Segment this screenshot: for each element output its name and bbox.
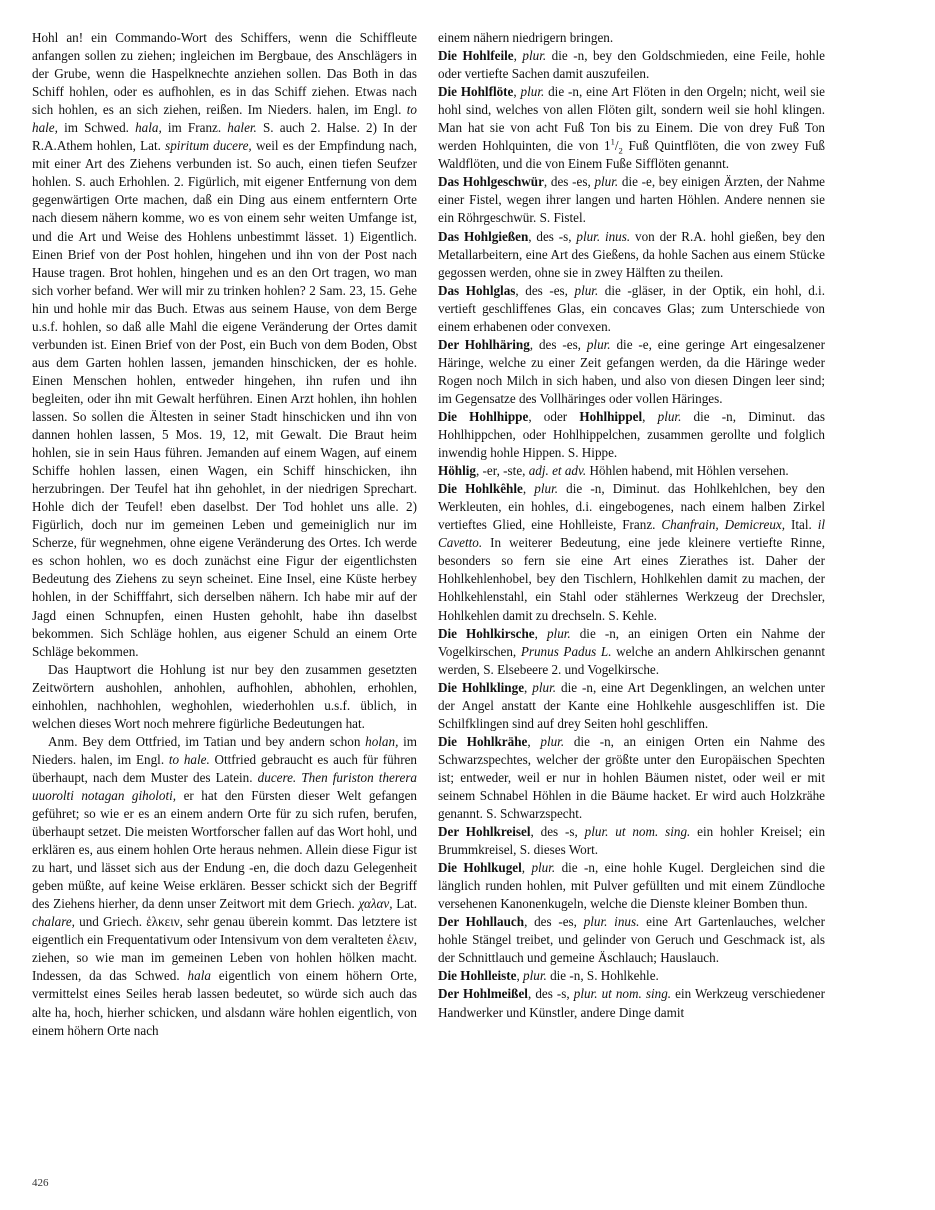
text-run: Anm. Bey dem Ottfried, im Tatian und bey andern schon bbox=[48, 733, 366, 749]
headword: Der Hohlhäring bbox=[438, 336, 530, 352]
text-run: , bbox=[527, 733, 541, 749]
headword: Der Hohlmeißel bbox=[438, 986, 528, 1002]
headword: Die Hohlhippe bbox=[438, 408, 529, 424]
text-run: , bbox=[521, 860, 532, 876]
text-run: welche an andern Ahlkirschen genannt werden, S. Elsebeere 2. und Vogelkirsche. bbox=[438, 643, 826, 677]
text-run: Ottfried gebraucht es auch für führen überhaupt, nach dem Muster des Latein. bbox=[32, 751, 418, 785]
paragraph bbox=[32, 733, 417, 1040]
italic-text: plur. bbox=[546, 625, 571, 641]
italic-text: plur. bbox=[520, 84, 545, 100]
headword: Das Hohlgeschwür bbox=[438, 174, 544, 190]
text-run: die -n, eine Art Degenklingen, an welchen unter der Angel anstatt der Kante eine Hohlkehle ausgeschliffen ist. Die Schilfklingen sind auf drey Seiten hohl geschliffen. bbox=[438, 679, 825, 731]
headword: Die Hohlflöte bbox=[438, 84, 514, 100]
right-column bbox=[438, 29, 825, 1022]
italic-text: plur. bbox=[586, 336, 611, 352]
superscript: 1 bbox=[610, 136, 615, 147]
dictionary-entry bbox=[438, 462, 825, 480]
italic-text: Chanfrain, Demicreux, bbox=[661, 517, 786, 533]
dictionary-entry bbox=[438, 985, 825, 1021]
text-run: die -e, bey einigen Ärzten, der Nahme einer Fistel, wegen ihrer langen und harten Höhlen. Andere nennen sie ein Röhrgeschwür. S. Fistel. bbox=[438, 174, 826, 226]
text-run: Hohl an! ein Commando-Wort des Schiffers, wenn die Schiffleute anfangen sollen zu ziehen; ingleichen im Bergbaue, des Anschlägers in der Grube, wenn die Haspelknechte anziehen sollen. Das Both in das Schiff hohlen, oder es aufhohlen, es in das Schiff ziehen. Etwas nach sich hohlen, es an sich ziehen, reißen. Im Nieders. halen, im Engl. bbox=[32, 30, 417, 118]
text-run: , -er, -ste, bbox=[475, 463, 529, 479]
headword: Die Hohlfeile bbox=[438, 48, 514, 64]
text-run: , bbox=[524, 679, 533, 695]
italic-text: plur. inus. bbox=[583, 914, 640, 930]
italic-text: ducere. Then furiston therera uuorolti notagan giholoti, bbox=[32, 769, 417, 803]
text-run: einem nähern niedrigern bringen. bbox=[438, 30, 614, 45]
italic-text: adj. et adv. bbox=[528, 463, 587, 479]
italic-text: plur. bbox=[532, 679, 557, 695]
dictionary-entry bbox=[438, 480, 825, 624]
italic-text: Prunus Padus L. bbox=[520, 643, 612, 659]
italic-text: plur. bbox=[531, 860, 556, 876]
italic-text: hala, bbox=[135, 120, 162, 136]
headword: Die Hohlkugel bbox=[438, 860, 522, 876]
text-run: die -gläser, in der Optik, ein hohl, d.i. vertieft geschliffenes Glas, ein concaves Glas; zum Unterschiede von einem erhabenen oder convexen. bbox=[438, 282, 825, 334]
text-run: weil es der Empfindung nach, mit einer Art des Ziehens verbunden ist. So auch, einen tiefen Seufzer hohlen. S. auch Erhohlen. 2. Figürlich, mit eigener Entfernung von dem gegenwärtigen Orte machen, daß ein Ding aus einem entferntern Orte nach diesem nähern komme, wo es von einem sehr weiten Umfange ist, und die Art und Weise des Hohlens unbestimmt lässet. 1) Eigentlich. Einen Brief von der Post hohlen, hingehen und ihn von der Post nach Hause tragen. Brot hohlen, hingehen und es an den Ort tragen, wo man sich vorher befand. Wer will mir zu trinken hohlen? 2 Sam. 23, 15. Gehe hin und hohle mir das Buch. Etwas aus seinem Hause, von dem Berge u.s.f. hohlen, so daß alle Mahl die eigene Veränderung der Ortes damit verbunden ist. Einen Brief von der Post, ein Buch von dem Boden, Obst aus dem Garten hohlen lassen, jemanden hinschicken, der es hohle. Einen Menschen hohlen, entweder hingehen, ihn rufen und ihn begleiten, oder ihn mit Gewalt herführen. Einen Arzt hohlen, ihn hohlen lassen. So sollen die Ältesten in seiner Stadt hinschicken und ihn von dannen hohlen lassen, 5 Mos. 19, 12, mit Gewalt. Die Braut heim hohlen, sie in sein Haus führen. Jemanden auf einem Wagen, auf einem Schiffe hohlen lassen, einen Wagen, ein Schiff hinschicken, ihn herzubringen. Der Teufel hat ihn gehohlet, in der niedrigen Sprechart. Hohle dich der Teufel! eben daselbst. Der Tod hohlet uns alle. 2) Figürlich, doch nur im gemeinen Leben und gemeiniglich nur im Scherze, für wegnehmen, ohne eigene Veränderung des Ortes. Ich werde es schon hohlen, wo es doch zunächst eine Figur der eigentlichsten Bedeutung des Ziehens zu seyn scheinet. Eine Insel, eine Küste herbey hohlen, in der Schifffahrt, sich derselben nähern. Ich habe mir auf der Jagd einen Schnupfen, einen Husten gehohlt, habe ihn daselbst bekommen. Sich Schläge hohlen, aus eigener Schuld an einem Orte Schläge bekommen. bbox=[32, 138, 417, 659]
text-run: die -n, eine hohle Kugel. Dergleichen sind die länglich runden hohlen, mit Pulver gefüllten und mit einem Zündloche versehenen Kanonenkugeln, welche die Dienste kleiner Bomben thun. bbox=[438, 860, 825, 912]
text-run: , bbox=[534, 625, 547, 641]
text-run: , oder bbox=[528, 408, 580, 424]
text-run: Lat. bbox=[392, 896, 417, 912]
italic-text: plur. bbox=[594, 174, 619, 190]
text-run: , bbox=[513, 84, 521, 100]
text-run: , bbox=[516, 968, 524, 984]
paragraph bbox=[32, 661, 417, 733]
text-run: im Nieders. halen, im Engl. bbox=[32, 733, 417, 767]
italic-text: plur. inus. bbox=[576, 228, 631, 244]
dictionary-entry bbox=[438, 913, 825, 967]
text-run: , bbox=[522, 481, 535, 497]
text-run: eine Art Gartenlauches, welcher hohle Stängel treibet, und gelinder von Geruch und Geschmack ist, als der Schnittlauch und gemeine Äschlauch; Hauslauch. bbox=[438, 914, 826, 966]
italic-text: chalare, bbox=[32, 914, 75, 930]
text-run: Ital. bbox=[785, 517, 818, 533]
italic-text: plur. ut nom. sing. bbox=[573, 986, 672, 1002]
text-run: , des -s, bbox=[528, 228, 577, 244]
dictionary-entry bbox=[438, 173, 825, 227]
headword: Die Hohlleiste bbox=[438, 968, 517, 984]
italic-text: plur. bbox=[534, 481, 559, 497]
dictionary-entry bbox=[438, 967, 825, 985]
text-run: ein hohler Kreisel; ein Brummkreisel, S. dieses Wort. bbox=[438, 824, 826, 858]
left-column bbox=[32, 29, 417, 1040]
dictionary-entry bbox=[438, 625, 825, 679]
text-run: , des -es, bbox=[543, 174, 595, 190]
subscript: 2 bbox=[618, 145, 623, 156]
text-run: Fuß Quintflöten, die von zwey Fuß Waldflöten, und die von Einem Fuße Sifflöten genannt. bbox=[438, 138, 826, 172]
text-run: , des -s, bbox=[530, 824, 585, 840]
italic-text: spiritum ducere, bbox=[165, 138, 252, 154]
italic-text: haler. bbox=[227, 120, 257, 136]
text-run: die -n, S. Hohlkehle. bbox=[546, 968, 659, 984]
text-run: In weiterer Bedeutung, eine jede kleinere vertiefte Rinne, besonders so fern sie eine Art eines Zierathes ist. Daher der Hohlkehlenhobel, bey den Tischlern, Hohlkehlen damit zu machen, der Hohlkehlenstahl, ein Stahl oder stählernes Werkzeug der Drechsler, Hohlkehlen damit zu drechseln. S. Kehle. bbox=[438, 535, 825, 623]
text-run: , des -es, bbox=[524, 914, 584, 930]
headword: Höhlig bbox=[438, 463, 476, 479]
headword: Der Hohlkreisel bbox=[438, 824, 531, 840]
headword: Das Hohlgießen bbox=[438, 228, 529, 244]
italic-text: χαλαν, bbox=[358, 896, 393, 912]
text-run: im Schwed. bbox=[57, 120, 136, 136]
text-run: , bbox=[513, 48, 523, 64]
text-run: Das Hauptwort die Hohlung ist nur bey den zusammen gesetzten Zeitwörtern aushohlen, anhohlen, aufhohlen, abhohlen, erhohlen, einhohlen, nachhohlen, weghohlen, wiederhohlen u.s.f. üblich, in welchen dieses Wort noch mehrere figürliche Bedeutungen hat. bbox=[32, 661, 417, 731]
text-run: die -e, eine geringe Art eingesalzener Häringe, welche zu einer Zeit gefangen werden, da die Häringe weder Rogen noch Milch in sich haben, und also von diesen Dingen leer sind; im Gegensatze des Vollhäringes oder vollen Häringes. bbox=[438, 336, 826, 406]
headword: Die Hohlkirsche bbox=[438, 625, 535, 641]
italic-text: plur. bbox=[540, 733, 565, 749]
text-run: die -n, eine Art Flöten in den Orgeln; nicht, weil sie hohl sind, welches von allen Flöten gilt, sondern weil sie hohl klingen. Man hat sie von acht Fuß Ton bis zu Einem. Die von drey Fuß Ton werden Hohlquinten, die von 1 bbox=[438, 84, 826, 154]
italic-text: plur. bbox=[522, 48, 547, 64]
text-run: Höhlen habend, mit Höhlen versehen. bbox=[586, 463, 789, 479]
text-run: die -n, bey den Goldschmieden, eine Feile, hohle oder vertiefte Sachen damit auszufeilen. bbox=[438, 48, 825, 82]
italic-text: plur. bbox=[523, 968, 547, 984]
dictionary-entry bbox=[438, 336, 825, 408]
headword: Die Hohlklinge bbox=[438, 679, 525, 695]
dictionary-entry bbox=[438, 859, 825, 913]
italic-text: to hale, bbox=[32, 102, 417, 136]
dictionary-entry bbox=[438, 282, 825, 336]
text-run: , bbox=[642, 408, 658, 424]
text-run: , des -es, bbox=[529, 336, 587, 352]
headword: Hohlhippel bbox=[579, 408, 643, 424]
dictionary-entry bbox=[438, 83, 825, 173]
text-run: eigentlich von einem höhern Orte, vermittelst eines Seiles herab lassen bedeutet, so würde sich auch das alte ha, hoch, hierher schicken, und alsdann wäre hohlen eigentlich, von einem höhern Orte nach bbox=[32, 968, 418, 1038]
paragraph bbox=[32, 29, 417, 661]
text-run: die -n, Diminut. das Hohlhippchen, oder Hohlhippelchen, zusammen gerollte und folglich inwendig hohle Hippen. S. Hippe. bbox=[438, 408, 825, 461]
headword: Das Hohlglas bbox=[438, 282, 516, 298]
text-run: , des -s, bbox=[527, 986, 574, 1002]
text-run: / bbox=[614, 138, 619, 154]
headword: Die Hohlkêhle bbox=[438, 481, 523, 497]
text-run: ein Werkzeug verschiedener Handwerker und Künstler, andere Dinge damit bbox=[438, 986, 825, 1020]
italic-text: plur. ut nom. sing. bbox=[584, 824, 691, 840]
text-run: die -n, an einigen Orten ein Nahme der Vogelkirschen, bbox=[438, 625, 825, 659]
dictionary-entry bbox=[438, 47, 825, 83]
italic-text: holan, bbox=[365, 733, 399, 749]
text-run: die -n, Diminut. das Hohlkehlchen, bey den Werkleuten, ein hohles, d.i. eingebogenes, nach einem halben Zirkel vertieftes Glied, eine Hohlleiste, Franz. bbox=[438, 481, 825, 533]
headword: Der Hohllauch bbox=[438, 914, 525, 930]
italic-text: plur. bbox=[657, 408, 682, 424]
italic-text: hala bbox=[187, 968, 211, 984]
dictionary-entry bbox=[438, 228, 825, 282]
italic-text: plur. bbox=[574, 282, 599, 298]
dictionary-entry bbox=[438, 408, 825, 462]
text-run: , des -es, bbox=[515, 282, 575, 298]
dictionary-entry bbox=[438, 679, 825, 733]
text-run: von der R.A. hohl gießen, bey den Metallarbeitern, eine Art des Gießens, da hohle Sachen aus einem Stücke gegossen werden, ohne sie in zwey Hälften zu theilen. bbox=[438, 228, 826, 280]
text-run: er hat den Fürsten dieser Welt gefangen geführet; so wie er es an einem andern Orte für zu sich rufen, berufen, überhaupt setzet. Die meisten Wortforscher fallen auf das Wort hohl, und erklären es, aus einem hohlen Orte heraus nehmen. Allein diese Figur ist zu hart, und lässet sich aus der Endung -en, die doch dazu Gelegenheit geben müßte, auf keine Weise erklären. Besser schickt sich der Begriff des Ziehens hierher, da denn unser Zeitwort mit dem Griech. bbox=[32, 787, 417, 912]
italic-text: il Cavetto. bbox=[438, 517, 825, 551]
text-run: und Griech. ἑλκειν, sehr genau überein kommt. Das letztere ist eigentlich ein Frequentativum oder Intensivum von dem veralteten ἑλειν, ziehen, so wie man im gemeinen Leben von hohlen hölken macht. Indessen, da das Schwed. bbox=[32, 914, 417, 984]
text-run: die -n, an einigen Orten ein Nahme des Schwarzspechtes, welcher der größte unter den Europäischen Spechten ist; entweder, weil er nur in hohlen Bäumen nistet, oder weil er mit seinem Schnabel Höhlen in die Bäume hacket. Er wird auch Holzkrähe genannt. S. Schwarzspecht. bbox=[438, 733, 825, 822]
page-number: 426 bbox=[32, 1177, 49, 1189]
dictionary-entry bbox=[438, 29, 825, 47]
text-run: im Franz. bbox=[161, 120, 228, 136]
italic-text: to hale. bbox=[168, 751, 210, 767]
headword: Die Hohlkrähe bbox=[438, 733, 528, 749]
text-run: S. auch 2. Halse. 2) In der R.A.Athem hohlen, Lat. bbox=[32, 120, 417, 154]
dictionary-entry bbox=[438, 733, 825, 823]
dictionary-entry bbox=[438, 823, 825, 859]
